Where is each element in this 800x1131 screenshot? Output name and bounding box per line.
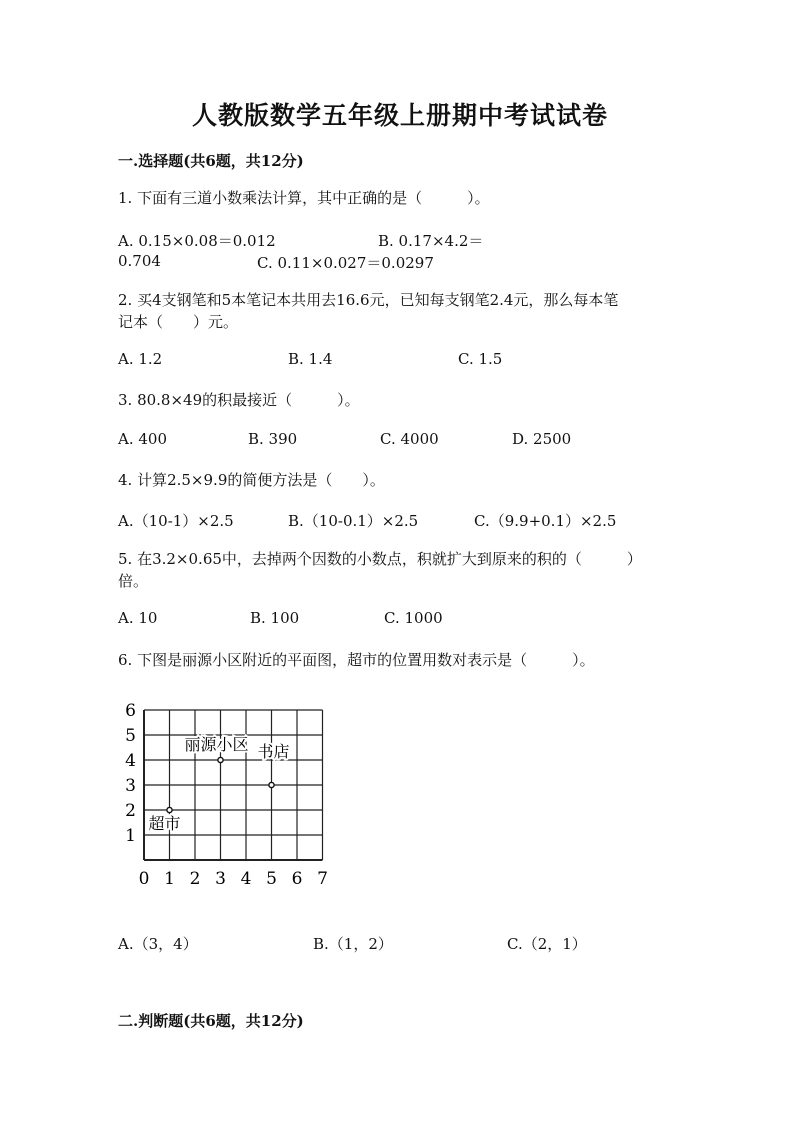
question-1-option-a[interactable]: A. 0.15×0.08＝0.012 — [118, 232, 276, 250]
x-tick-label: 1 — [164, 869, 175, 889]
label-community: 丽源小区 — [184, 735, 249, 754]
question-3-stem: 3. 80.8×49的积最接近（ ）。 — [118, 391, 360, 409]
x-tick-label: 0 — [138, 869, 150, 889]
grid-lines — [144, 710, 323, 860]
x-tick-label: 3 — [215, 869, 226, 889]
question-5-option-c[interactable]: C. 1000 — [384, 609, 443, 627]
question-1-option-c[interactable]: C. 0.11×0.027＝0.0297 — [257, 254, 434, 272]
question-3-option-b[interactable]: B. 390 — [248, 430, 298, 448]
question-2-option-b[interactable]: B. 1.4 — [288, 350, 333, 368]
question-6-option-a[interactable]: A.（3，4） — [118, 935, 198, 953]
y-tick-label: 6 — [125, 701, 136, 721]
x-tick-label: 2 — [189, 869, 201, 889]
question-2-stem-line-2: 记本（ ）元。 — [118, 313, 239, 331]
coordinate-grid-figure — [120, 700, 350, 890]
y-tick-label: 4 — [125, 751, 136, 771]
x-tick-label: 7 — [317, 869, 328, 889]
x-tick-label: 5 — [266, 869, 277, 889]
question-6-option-c[interactable]: C.（2，1） — [507, 935, 587, 953]
question-4-stem: 4. 计算2.5×9.9的简便方法是（ ）。 — [118, 471, 385, 489]
x-tick-label: 6 — [291, 869, 303, 889]
question-2-stem-line-1: 2. 买4支钢笔和5本笔记本共用去16.6元，已知每支钢笔2.4元，那么每本笔 — [118, 291, 619, 309]
x-tick-label: 4 — [240, 869, 252, 889]
label-supermarket: 超市 — [148, 814, 181, 833]
y-tick-label: 1 — [125, 826, 136, 846]
question-5-stem-line-2: 倍。 — [118, 572, 149, 590]
page-title: 人教版数学五年级上册期中考试试卷 — [191, 101, 608, 130]
question-1-option-b-continued: 0.704 — [118, 252, 161, 270]
question-5-stem-line-1: 5. 在3.2×0.65中，去掉两个因数的小数点，积就扩大到原来的积的（ ） — [118, 550, 642, 568]
question-1-option-b[interactable]: B. 0.17×4.2＝ — [378, 232, 484, 250]
question-6-option-b[interactable]: B.（1，2） — [313, 935, 393, 953]
question-3-option-a[interactable]: A. 400 — [118, 430, 167, 448]
question-3-option-d[interactable]: D. 2500 — [512, 430, 572, 448]
section-2-heading: 二.判断题(共6题，共12分) — [118, 1012, 304, 1030]
label-bookstore: 书店 — [257, 742, 290, 761]
y-tick-label: 5 — [125, 726, 136, 746]
question-1-stem: 1. 下面有三道小数乘法计算，其中正确的是（ ）。 — [118, 189, 490, 207]
question-2-option-a[interactable]: A. 1.2 — [118, 350, 163, 368]
section-1-heading: 一.选择题(共6题，共12分) — [118, 152, 304, 170]
community-point — [218, 757, 223, 762]
question-3-option-c[interactable]: C. 4000 — [380, 430, 439, 448]
question-4-option-b[interactable]: B.（10-0.1）×2.5 — [288, 512, 419, 530]
y-tick-label: 2 — [125, 801, 136, 821]
question-2-option-c[interactable]: C. 1.5 — [458, 350, 503, 368]
question-4-option-c[interactable]: C.（9.9+0.1）×2.5 — [474, 512, 617, 530]
bookstore-point — [269, 782, 274, 787]
y-axis-ticks — [125, 701, 136, 846]
question-4-option-a[interactable]: A.（10-1）×2.5 — [118, 512, 234, 530]
question-5-option-b[interactable]: B. 100 — [250, 609, 300, 627]
x-axis-ticks — [139, 869, 328, 889]
supermarket-point — [167, 807, 172, 812]
y-tick-label: 3 — [125, 776, 136, 796]
question-5-option-a[interactable]: A. 10 — [118, 609, 158, 627]
question-6-stem: 6. 下图是丽源小区附近的平面图，超市的位置用数对表示是（ ）。 — [118, 651, 595, 669]
